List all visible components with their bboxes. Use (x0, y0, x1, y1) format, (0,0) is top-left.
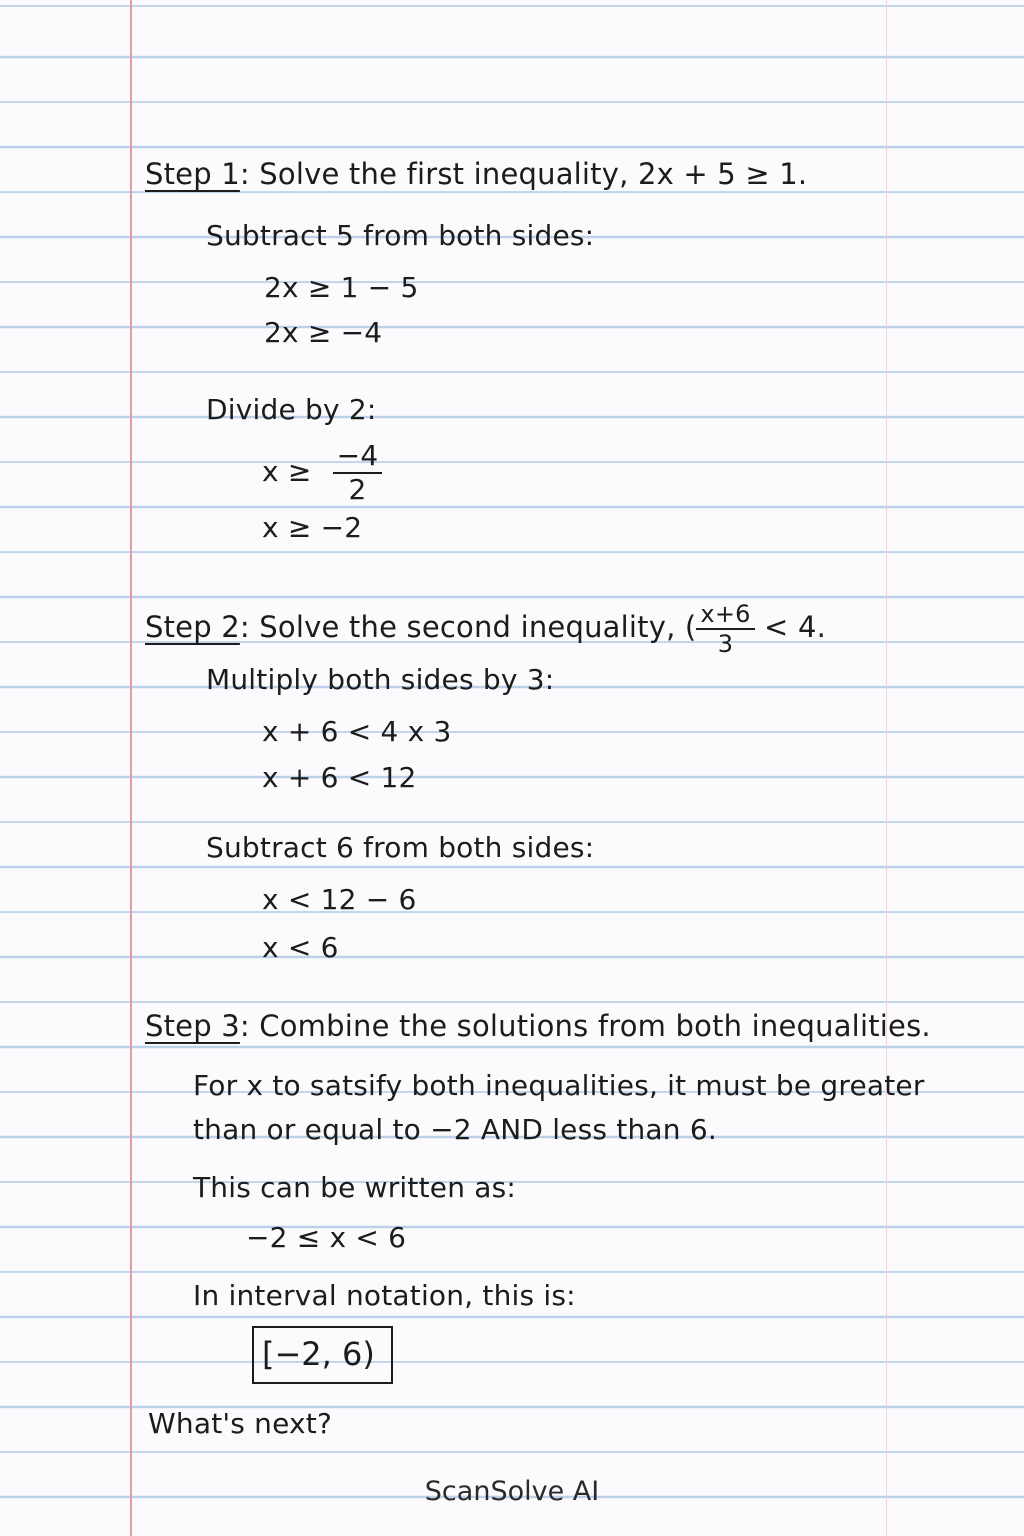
step1-subtract-instruction: Subtract 5 from both sides: (206, 219, 595, 252)
step1-heading (145, 156, 807, 192)
step2-description-pre: : Solve the second inequality, ( (239, 610, 697, 644)
step2-subtract-instruction: Subtract 6 from both sides: (206, 831, 595, 864)
step2-label: Step 2 (145, 610, 240, 644)
red-margin-line (130, 0, 132, 1536)
step1-equation-1: 2x ≥ 1 − 5 (264, 271, 419, 304)
step3-compound-inequality: −2 ≤ x < 6 (246, 1221, 407, 1254)
step2-multiply-instruction: Multiply both sides by 3: (206, 663, 555, 696)
step3-interval-label: In interval notation, this is: (193, 1279, 576, 1312)
right-margin-line (886, 0, 887, 1536)
step1-equation-4: x ≥ −2 (262, 511, 363, 544)
step3-written-as-label: This can be written as: (193, 1171, 517, 1204)
step3-paragraph-line-2: than or equal to −2 AND less than 6. (193, 1113, 717, 1146)
step2-equation-1: x + 6 < 4 x 3 (262, 715, 452, 748)
step3-heading (145, 1008, 931, 1044)
step3-label: Step 3 (145, 1009, 240, 1043)
step1-label: Step 1 (145, 157, 240, 191)
step1-eq3-lhs: x ≥ (262, 455, 312, 488)
step2-heading (145, 602, 826, 656)
step2-fraction-numerator: x+6 (696, 602, 754, 630)
step1-eq3-numerator: −4 (333, 442, 383, 474)
footer-brand: ScanSolve AI (424, 1476, 600, 1507)
step1-description: : Solve the first inequality, 2x + 5 ≥ 1. (239, 157, 808, 191)
whats-next-text: What's next? (148, 1407, 333, 1440)
step1-equation-2: 2x ≥ −4 (264, 316, 383, 349)
step2-fraction (696, 602, 754, 656)
step1-eq3-denominator: 2 (348, 473, 367, 506)
step3-description: : Combine the solutions from both inequalities. (239, 1009, 931, 1043)
step1-equation-3 (262, 439, 382, 506)
step1-divide-instruction: Divide by 2: (206, 393, 377, 426)
step2-description-post: < 4. (754, 610, 827, 644)
step1-eq3-fraction (333, 439, 383, 506)
step2-equation-4: x < 6 (262, 931, 339, 964)
step2-equation-3: x < 12 − 6 (262, 883, 417, 916)
final-answer-box: [−2, 6) (252, 1326, 393, 1384)
step3-paragraph-line-1: For x to satsify both inequalities, it must be greater (193, 1069, 925, 1102)
step2-fraction-denominator: 3 (717, 630, 734, 658)
step2-equation-2: x + 6 < 12 (262, 761, 417, 794)
